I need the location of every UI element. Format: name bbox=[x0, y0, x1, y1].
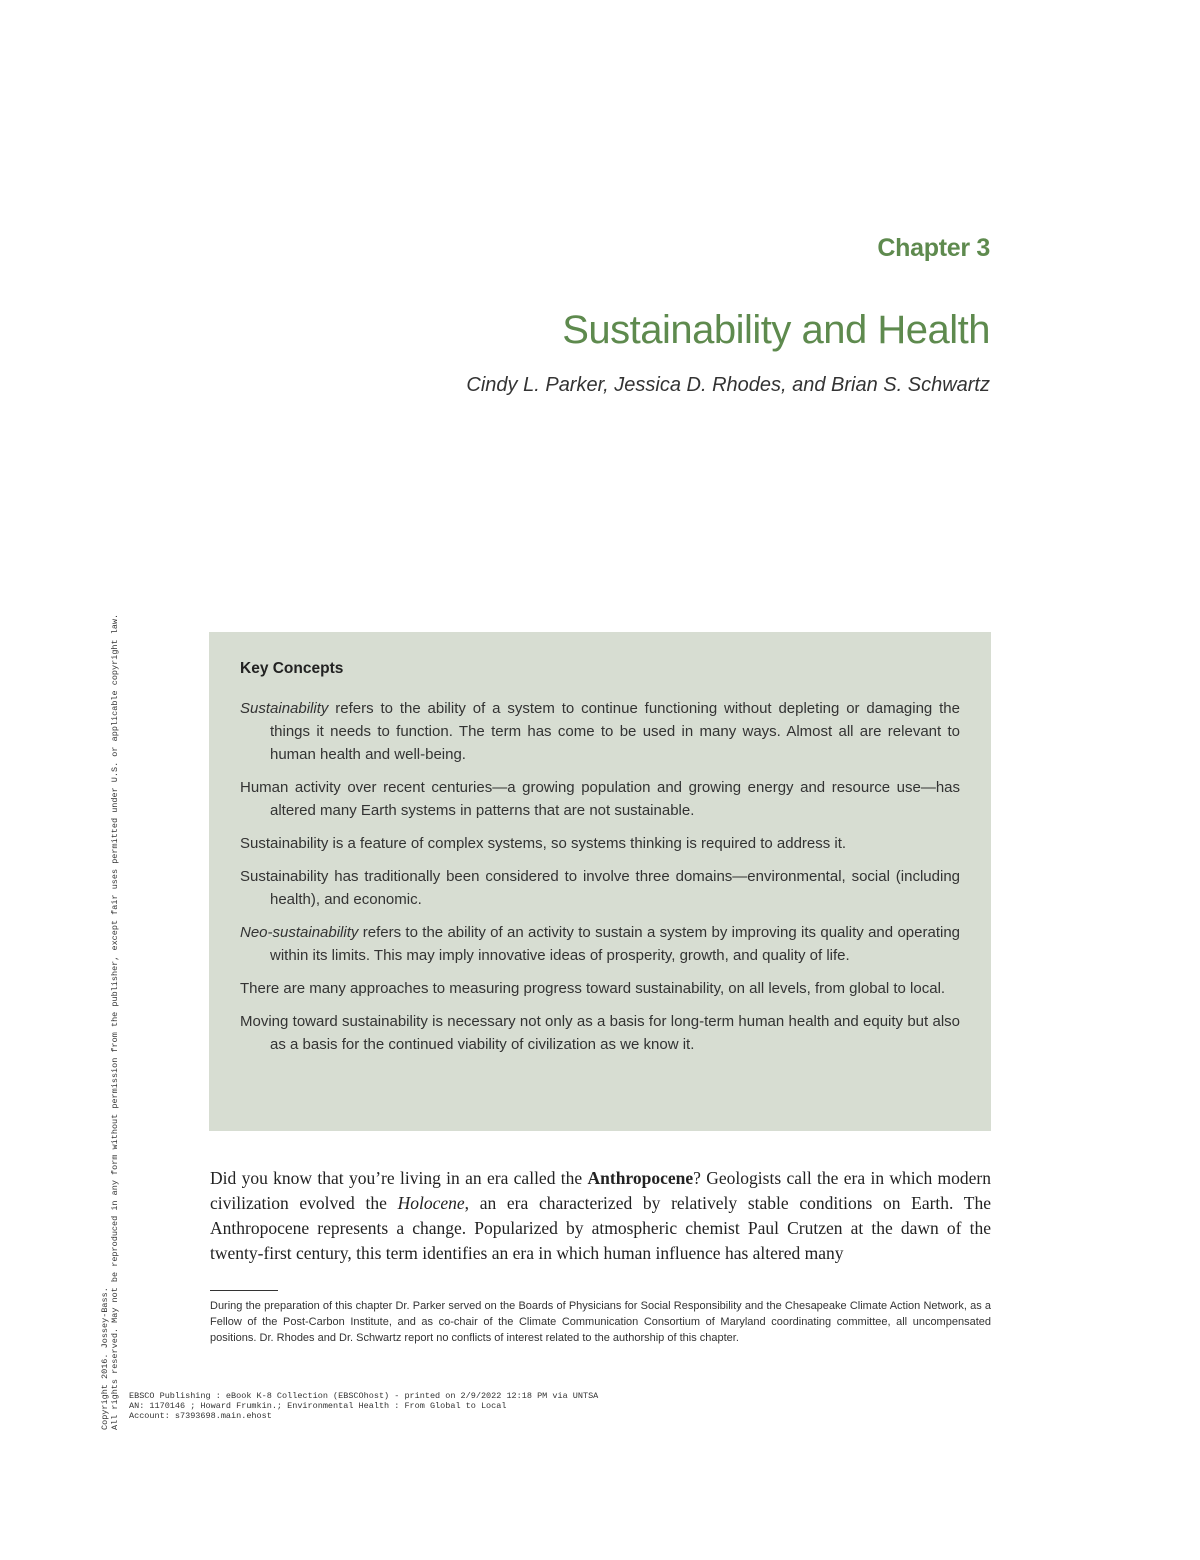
body-text-segment: ? Geologists call the era in which modern civilization evolved the bbox=[210, 1168, 991, 1213]
footnote: During the preparation of this chapter Dr. Parker served on the Boards of Physicians for Social Responsibility and the Chesapeake Climate Action Network, as a Fellow of the Post-Carbon Institute, and as co-chair of the Climate Communication Consortium of Maryland coordinating committee, all uncompensated positions. Dr. Rhodes and Dr. Schwartz report no conflicts of interest related to the authorship of this chapter. bbox=[210, 1300, 991, 1344]
key-concept-text: refers to the ability of a system to continue functioning without depleting or damaging the things it needs to function. The term has come to be used in many ways. Almost all are relevant to human health and well-being. bbox=[270, 700, 960, 763]
ebsco-line: AN: 1170146 ; Howard Frumkin.; Environmental Health : From Global to Local bbox=[129, 1401, 507, 1411]
body-text-segment: Did you know that you’re living in an era called the bbox=[210, 1168, 588, 1188]
key-concept-item bbox=[240, 865, 960, 911]
side-copyright-notice bbox=[100, 450, 120, 1430]
key-concept-text: Sustainability is a feature of complex systems, so systems thinking is required to address it. bbox=[240, 835, 847, 852]
key-concepts-heading: Key Concepts bbox=[240, 660, 344, 677]
key-concepts-box bbox=[209, 632, 991, 1131]
copyright-line: All rights reserved. May not be reproduced in any form without permission from the publisher, except fair uses permitted under U.S. or applicable copyright law. bbox=[110, 613, 120, 1430]
key-concept-term: Sustainability bbox=[240, 700, 329, 717]
body-text-segment: , an era characterized by relatively stable conditions on Earth. The Anthropocene represents a change. Popularized by atmospheric chemist Paul Crutzen at the dawn of the twenty-first century, this term identifies an era in which human influence has altered many bbox=[210, 1193, 991, 1263]
body-term-bold: Anthropocene bbox=[587, 1168, 694, 1188]
key-concept-text: Sustainability has traditionally been considered to involve three domains—environmental, social (including health), and economic. bbox=[240, 868, 960, 908]
key-concept-text: There are many approaches to measuring progress toward sustainability, on all levels, from global to local. bbox=[240, 980, 946, 997]
key-concept-text: refers to the ability of an activity to sustain a system by improving its quality and operating within its limits. This may imply innovative ideas of prosperity, growth, and quality of life. bbox=[270, 924, 960, 964]
key-concept-item bbox=[240, 921, 960, 967]
key-concept-item bbox=[240, 832, 960, 855]
copyright-line: Copyright 2016. Jossey-Bass. bbox=[100, 1287, 110, 1430]
chapter-authors: Cindy L. Parker, Jessica D. Rhodes, and Brian S. Schwartz bbox=[466, 374, 990, 396]
body-paragraph bbox=[210, 1166, 991, 1266]
key-concept-text: Human activity over recent centuries—a growing population and growing energy and resource use—has altered many Earth systems in patterns that are not sustainable. bbox=[240, 779, 960, 819]
chapter-title: Sustainability and Health bbox=[562, 308, 990, 352]
chapter-label: Chapter 3 bbox=[877, 234, 990, 262]
ebsco-print-stamp bbox=[129, 1391, 598, 1421]
key-concept-item bbox=[240, 977, 960, 1000]
key-concept-item bbox=[240, 1010, 960, 1056]
key-concept-text: Moving toward sustainability is necessary not only as a basis for long-term human health and equity but also as a basis for the continued viability of civilization as we know it. bbox=[240, 1013, 960, 1053]
key-concept-item bbox=[240, 697, 960, 766]
key-concept-term: Neo-sustainability bbox=[240, 924, 359, 941]
footnote-divider bbox=[210, 1290, 278, 1291]
body-term-italic: Holocene bbox=[397, 1193, 465, 1213]
key-concept-item bbox=[240, 776, 960, 822]
ebsco-line: Account: s7393698.main.ehost bbox=[129, 1411, 272, 1421]
ebsco-line: EBSCO Publishing : eBook K-8 Collection (EBSCOhost) - printed on 2/9/2022 12:18 PM via UNTSA bbox=[129, 1391, 599, 1401]
